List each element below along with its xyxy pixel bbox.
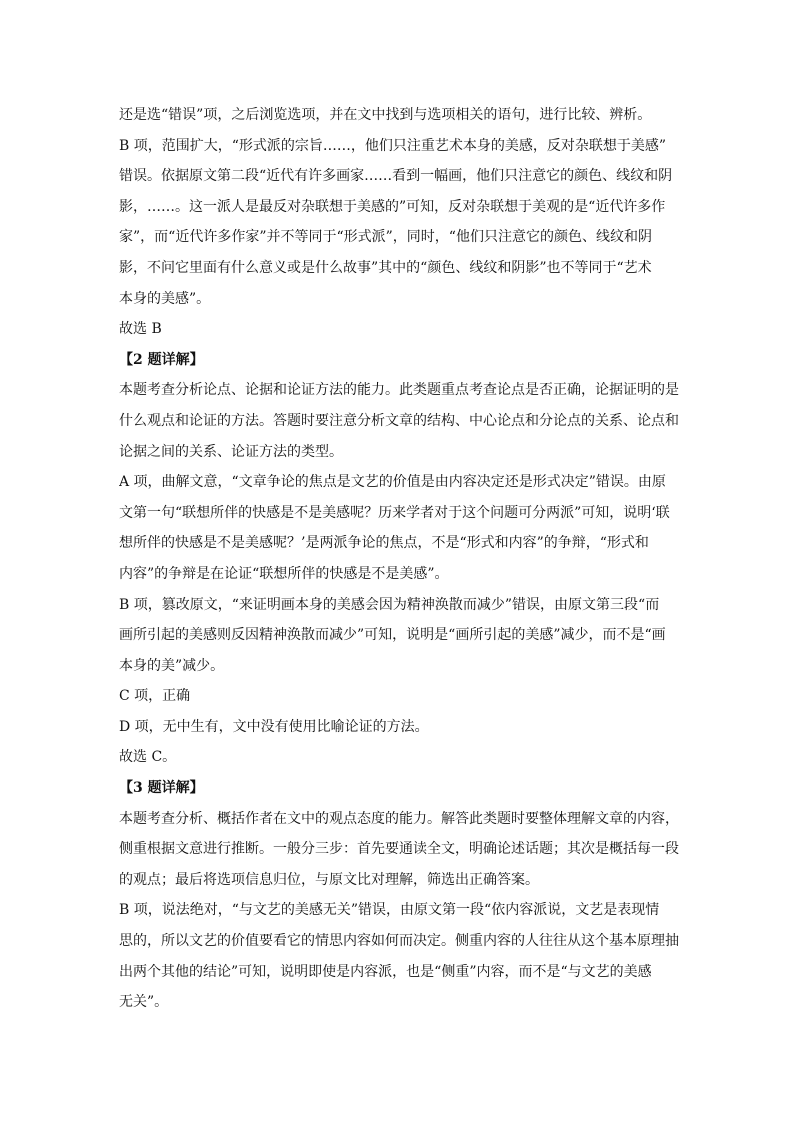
text-line: 本身的美感”。 xyxy=(119,290,211,307)
text-line: 想所伴的快感是不是美感呢？’是两派争论的焦点，不是“形式和内容”的争辩，“形式和 xyxy=(119,535,649,552)
text-line: 思的，所以文艺的价值要看它的情思内容如何而决定。侧重内容的人往往从这个基本原理抽 xyxy=(119,933,679,950)
text-line: 出两个其他的结论”可知，说明即使是内容派，也是“侧重”内容，而不是“与文艺的美感 xyxy=(119,963,652,980)
text-line: 文第一句“联想所伴的快感是不是美感呢？历来学者对于这个问题可分两派”可知，说明‘联 xyxy=(119,504,670,521)
text-line: 本身的美”减少。 xyxy=(119,657,225,674)
text-line: 故选 B xyxy=(119,321,162,338)
text-line: 画所引起的美感则反因精神涣散而减少”可知，说明是“画所引起的美感”减少，而不是“画 xyxy=(119,627,666,644)
text-line: 内容”的争辩是在论证“联想所伴的快感是不是美感”。 xyxy=(119,565,449,582)
section-heading: 【3 题详解】 xyxy=(119,780,204,797)
text-line: 还是选“错误”项，之后浏览选项，并在文中找到与选项相关的语句，进行比较、辨析。 xyxy=(119,107,652,123)
text-line: 影，不问它里面有什么意义或是什么故事”其中的“颜色、线纹和阴影”也不等同于“艺术 xyxy=(119,259,652,276)
text-line: 家”，而“近代许多作家”并不等同于“形式派”，同时，“他们只注意它的颜色、线纹和阴 xyxy=(119,229,652,246)
text-line: 本题考查分析论点、论据和论证方法的能力。此类题重点考查论点是否正确，论据证明的是 xyxy=(119,382,679,399)
text-line: 错误。依据原文第二段“近代有许多画家……看到一幅画，他们只注意它的颜色、线纹和阴 xyxy=(119,168,673,185)
text-line: 侧重根据文意进行推断。一般分三步：首先要通读全文，明确论述话题；其次是概括每一段 xyxy=(119,841,679,858)
text-line: 论据之间的关系、论证方法的类型。 xyxy=(119,443,343,460)
text-line: B 项，说法绝对，“与文艺的美感无关”错误，由原文第一段“依内容派说，文艺是表现情 xyxy=(119,902,660,919)
text-line: 影，……。这一派人是最反对杂联想于美感的”可知，反对杂联想于美观的是“近代许多作 xyxy=(119,198,666,215)
section-heading: 【2 题详解】 xyxy=(119,351,204,368)
text-line: 故选 C。 xyxy=(119,749,177,766)
text-line: B 项，范围扩大，“形式派的宗旨……，他们只注重艺术本身的美感，反对杂联想于美感” xyxy=(119,137,667,154)
text-line: 无关”。 xyxy=(119,994,169,1011)
text-line: A 项，曲解文意，“文章争论的焦点是文艺的价值是由内容决定还是形式决定”错误。由原 xyxy=(119,474,666,491)
text-line: C 项，正确 xyxy=(119,688,191,705)
text-line: 本题考查分析、概括作者在文中的观点态度的能力。解答此类题时要整体理解文章的内容， xyxy=(119,810,679,827)
document-body xyxy=(119,100,679,1018)
text-line: D 项，无中生有，文中没有使用比喻论证的方法。 xyxy=(119,718,429,735)
text-line: B 项，篡改原文，“来证明画本身的美感会因为精神涣散而减少”错误，由原文第三段“而 xyxy=(119,596,660,613)
text-line: 的观点；最后将选项信息归位，与原文比对理解，筛选出正确答案。 xyxy=(119,871,539,888)
text-line: 什么观点和论证的方法。答题时要注意分析文章的结构、中心论点和分论点的关系、论点和 xyxy=(119,412,679,429)
